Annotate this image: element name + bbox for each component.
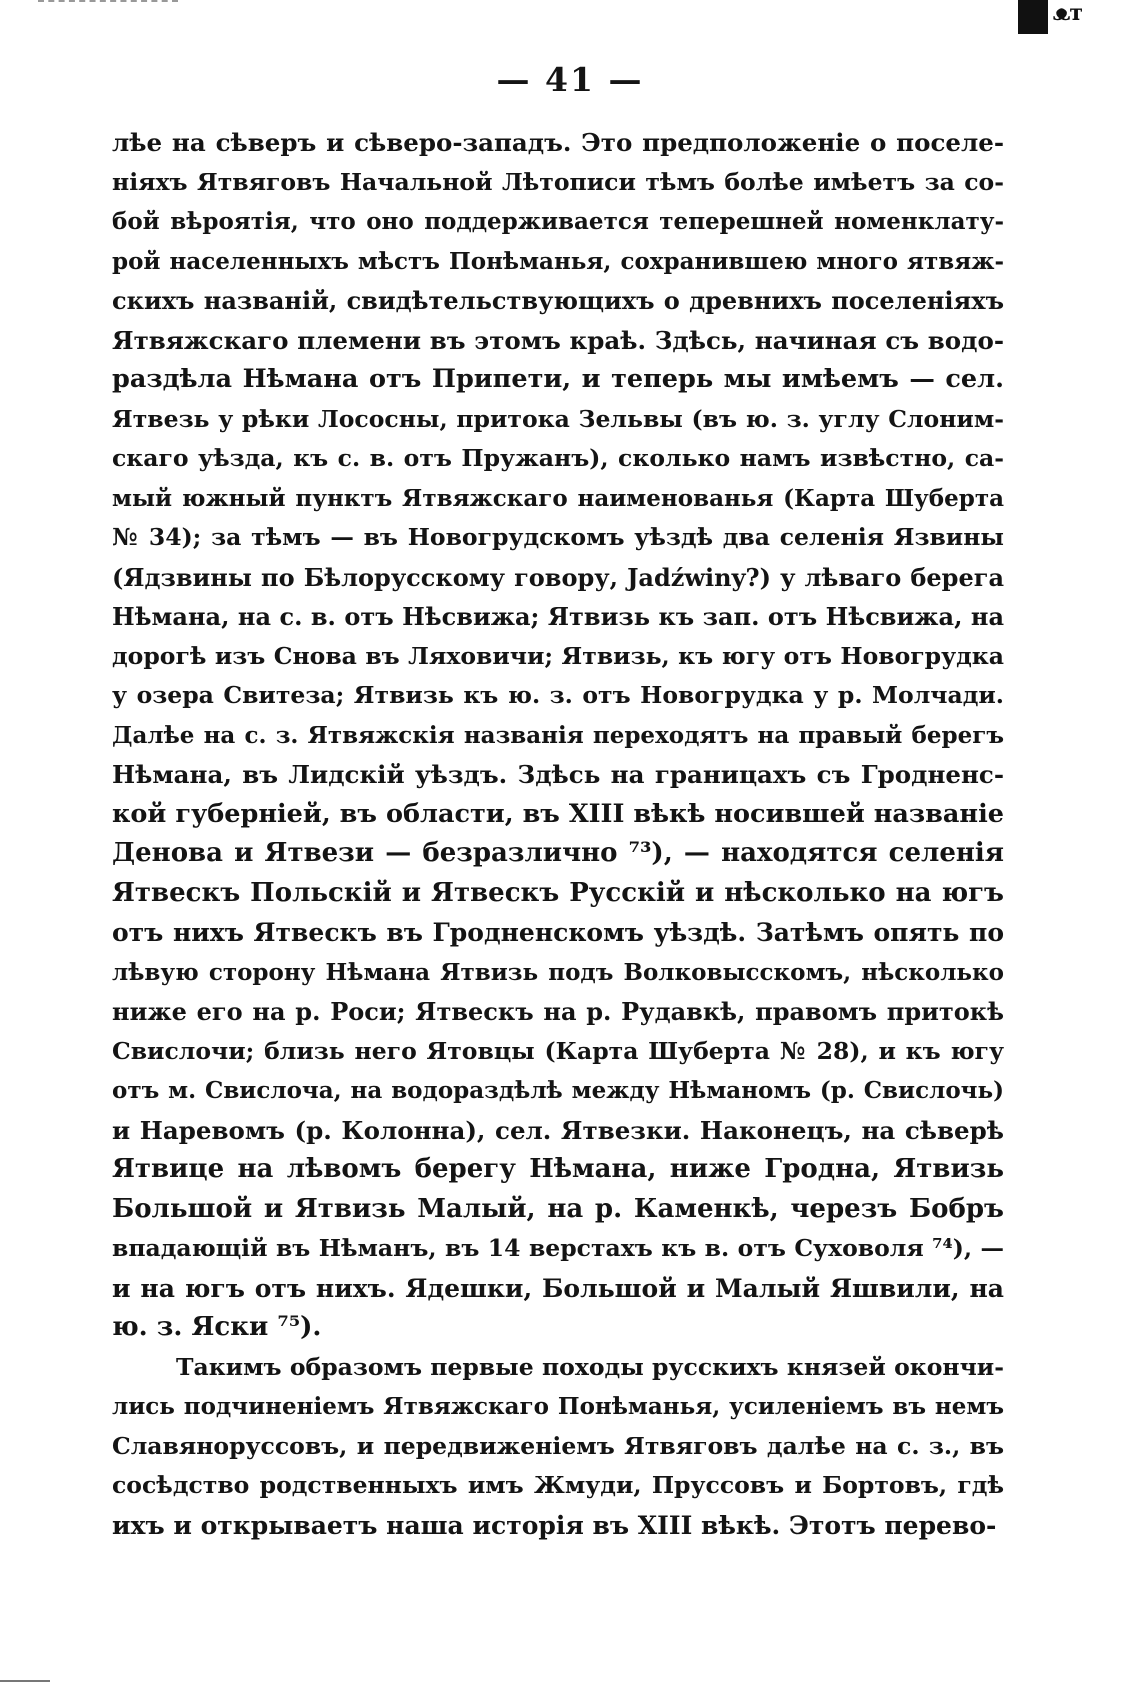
text-line: ю. з. Яски ⁷⁵). <box>112 1312 322 1342</box>
text-line: Нѣмана, въ Лидскій уѣздъ. Здѣсь на границахъ съ Гродненс- <box>112 760 1004 789</box>
text-line: ихъ и открываетъ наша исторія въ XIII вѣкѣ. Этотъ перево- <box>112 1510 997 1540</box>
text-line: у озера Свитеза; Ятвизь къ ю. з. отъ Новогрудка у р. Молчади. <box>112 681 1004 709</box>
text-line: № 34); за тѣмъ — въ Новогрудскомъ уѣздѣ два селенія Язвины <box>112 523 1004 551</box>
text-line: ниже его на р. Роси; Ятвескъ на р. Рудавкѣ, правомъ притокѣ <box>112 997 1004 1026</box>
text-line: дорогѣ изъ Снова въ Ляховичи; Ятвизь, къ югу отъ Новогрудка <box>112 641 1004 670</box>
text-line: Большой и Ятвизь Малый, на р. Каменкѣ, черезъ Бобръ <box>112 1193 1004 1224</box>
body-text <box>112 123 1004 1545</box>
text-line: раздѣла Нѣмана отъ Припети, и теперь мы имѣемъ — сел. <box>112 364 1004 394</box>
text-line: скаго уѣзда, къ с. в. отъ Пружанъ), сколько намъ извѣстно, са- <box>112 444 1004 472</box>
text-line: Нѣмана, на с. в. отъ Нѣсвижа; Ятвизь къ зап. отъ Нѣсвижа, на <box>112 602 1004 631</box>
text-line: Далѣе на с. з. Ятвяжскія названія переходятъ на правый берегъ <box>112 721 1004 749</box>
text-line: (Ядзвины по Бѣлорусскому говору, Jadźwiny?) у лѣваго берега <box>112 562 1004 592</box>
text-line: Ятвице на лѣвомъ берегу Нѣмана, ниже Гродна, Ятвизь <box>112 1154 1004 1184</box>
text-line: отъ м. Свислоча, на водораздѣлѣ между Нѣманомъ (р. Свислочь) <box>112 1077 1004 1104</box>
bottom-edge-mark <box>0 1680 50 1682</box>
text-line: лѣе на сѣверъ и сѣверо-западъ. Это предположеніе о поселе- <box>112 128 1004 157</box>
text-line: Ятвяжскаго племени въ этомъ краѣ. Здѣсь, начиная съ водо- <box>112 325 1004 355</box>
corner-ink-block <box>1018 0 1048 34</box>
text-line: лѣвую сторону Нѣмана Ятвизь подъ Волковысскомъ, нѣсколько <box>112 958 1004 986</box>
text-line: Денова и Ятвези — безразлично ⁷³), — находятся селенія <box>112 838 1004 868</box>
paragraph <box>112 123 1004 1348</box>
text-line: впадающій въ Нѣманъ, въ 14 верстахъ къ в. отъ Суховоля ⁷⁴), — <box>112 1234 1004 1262</box>
page-number: — 41 — <box>496 60 644 99</box>
top-edge-mark <box>38 0 178 6</box>
text-line: Ятвезь у рѣки Лососны, притока Зельвы (въ ю. з. углу Слоним- <box>112 404 1004 433</box>
text-line: Ятвескъ Польскій и Ятвескъ Русскій и нѣсколько на югъ <box>112 877 1004 908</box>
text-line: скихъ названій, свидѣтельствующихъ о древнихъ поселеніяхъ <box>112 286 1004 315</box>
text-line: лись подчиненіемъ Ятвяжскаго Понѣманья, усиленіемъ въ немъ <box>112 1393 1004 1420</box>
text-line: бой вѣроятія, что оно поддерживается теперешней номенклату- <box>112 208 1004 235</box>
text-line: мый южный пунктъ Ятвяжскаго наименованья (Карта Шуберта <box>112 484 1004 512</box>
text-line: кой губерніей, въ области, въ XIII вѣкѣ носившей названіе <box>112 798 1004 829</box>
text-line: Свислочи; близь него Ятовцы (Карта Шуберта № 28), и къ югу <box>112 1036 1004 1065</box>
text-line: сосѣдство родственныхъ имъ Жмуди, Пруссовъ и Бортовъ, гдѣ <box>112 1471 1004 1499</box>
text-line: рой населенныхъ мѣстъ Понѣманья, сохранившею много ятвяж- <box>112 247 1004 275</box>
text-line: отъ нихъ Ятвескъ въ Гродненскомъ уѣздѣ. Затѣмъ опять по <box>112 918 1004 947</box>
text-line: и Наревомъ (р. Колонна), сел. Ятвезки. Наконецъ, на сѣверѣ <box>112 1115 1004 1145</box>
corner-ink-mark: ᴥт <box>1052 0 1082 26</box>
text-line: ніяхъ Ятвяговъ Начальной Лѣтописи тѣмъ болѣе имѣетъ за со- <box>112 167 1004 196</box>
text-line: и на югъ отъ нихъ. Ядешки, Большой и Малый Яшвили, на <box>112 1273 1004 1303</box>
text-line: Славяноруссовъ, и передвиженіемъ Ятвяговъ далѣе на с. з., въ <box>112 1431 1004 1460</box>
paragraph <box>112 1348 1004 1546</box>
text-line: Такимъ образомъ первые походы русскихъ князей окончи- <box>176 1352 1004 1381</box>
